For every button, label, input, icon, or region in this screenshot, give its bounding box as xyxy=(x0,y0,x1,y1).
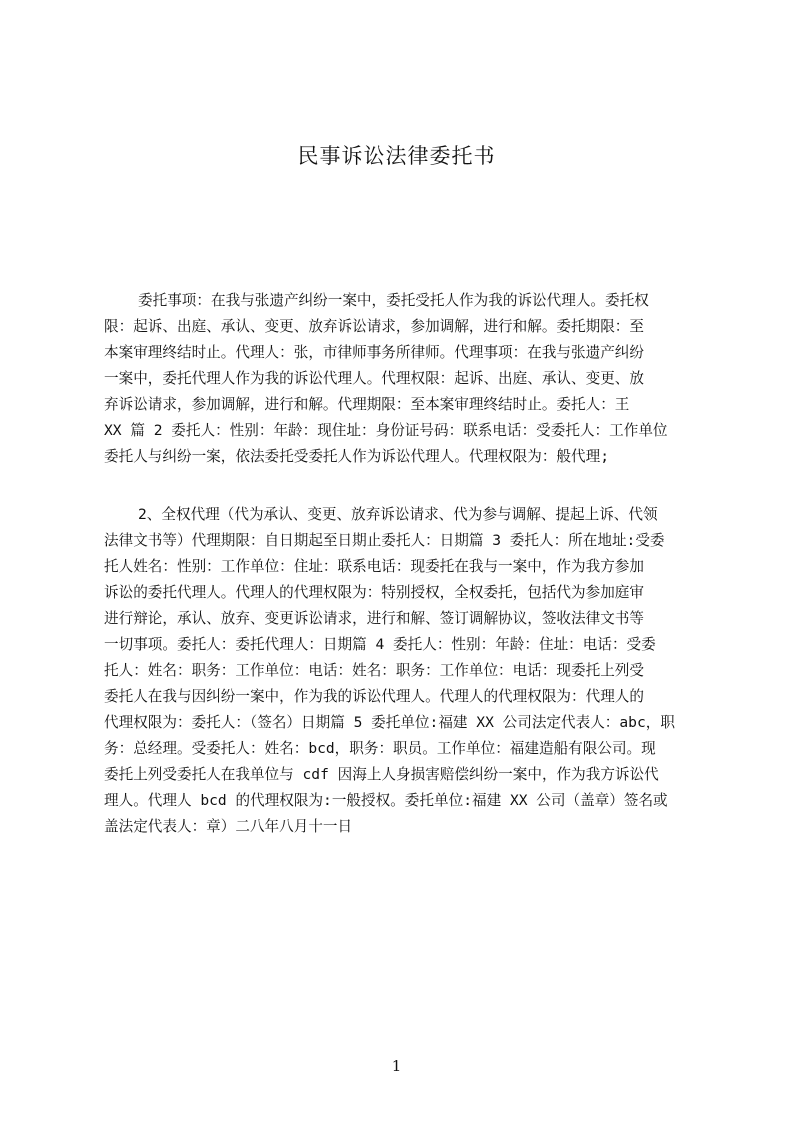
paragraph-line: 2、全权代理（代为承认、变更、放弃诉讼请求、代为参与调解、提起上诉、代领 xyxy=(138,506,658,523)
paragraph-line: 委托人在我与因纠纷一案中，作为我的诉讼代理人。代理人的代理权限为：代理人的 xyxy=(104,688,644,705)
paragraph-line: 委托上列受委托人在我单位与 cdf 因海上人身损害赔偿纠纷一案中，作为我方诉讼代 xyxy=(104,766,659,783)
paragraph-line: 一切事项。委托人：委托代理人：日期篇 4 委托人：性别：年龄：住址：电话：受委 xyxy=(104,636,656,653)
paragraph-line: 代理权限为：委托人：（签名）日期篇 5 委托单位:福建 XX 公司法定代表人：abc，职 xyxy=(104,714,675,731)
paragraph-2 xyxy=(104,502,698,840)
paragraph-line: 本案审理终结时止。代理人：张，市律师事务所律师。代理事项：在我与张遗产纠纷 xyxy=(104,344,644,361)
paragraph-line: 理人。代理人 bcd 的代理权限为:一般授权。委托单位:福建 XX 公司（盖章）签名或 xyxy=(104,792,668,809)
paragraph-line: 诉讼的委托代理人。代理人的代理权限为：特别授权，全权委托，包括代为参加庭审 xyxy=(104,584,644,601)
paragraph-line: XX 篇 2 委托人：性别：年龄：现住址：身份证号码：联系电话：受委托人：工作单位 xyxy=(104,422,668,439)
paragraph-1 xyxy=(104,288,698,470)
paragraph-line: 法律文书等）代理期限：自日期起至日期止委托人：日期篇 3 委托人：所在地址:受委 xyxy=(104,532,665,549)
paragraph-line: 务：总经理。受委托人：姓名：bcd，职务：职员。工作单位：福建造船有限公司。现 xyxy=(104,740,656,757)
paragraph-line: 弃诉讼请求，参加调解，进行和解。代理期限：至本案审理终结时止。委托人：王 xyxy=(104,396,630,413)
page-number: 1 xyxy=(391,1057,402,1075)
paragraph-line: 托人姓名：性别：工作单位：住址：联系电话：现委托在我与一案中，作为我方参加 xyxy=(104,558,644,575)
paragraph-line: 盖法定代表人：章）二八年八月十一日 xyxy=(104,818,353,835)
paragraph-line: 一案中，委托代理人作为我的诉讼代理人。代理权限：起诉、出庭、承认、变更、放 xyxy=(104,370,644,387)
document-title: 民事诉讼法律委托书 xyxy=(297,144,496,168)
paragraph-line: 托人：姓名：职务：工作单位：电话：姓名：职务：工作单位：电话：现委托上列受 xyxy=(104,662,644,679)
paragraph-line: 限：起诉、出庭、承认、变更、放弃诉讼请求，参加调解，进行和解。委托期限：至 xyxy=(104,318,644,335)
paragraph-line: 委托人与纠纷一案，依法委托受委托人作为诉讼代理人。代理权限为：般代理; xyxy=(104,448,609,465)
paragraph-line: 进行辩论，承认、放弃、变更诉讼请求，进行和解、签订调解协议，签收法律文书等 xyxy=(104,610,644,627)
paragraph-line: 委托事项：在我与张遗产纠纷一案中，委托受托人作为我的诉讼代理人。委托权 xyxy=(138,292,649,309)
